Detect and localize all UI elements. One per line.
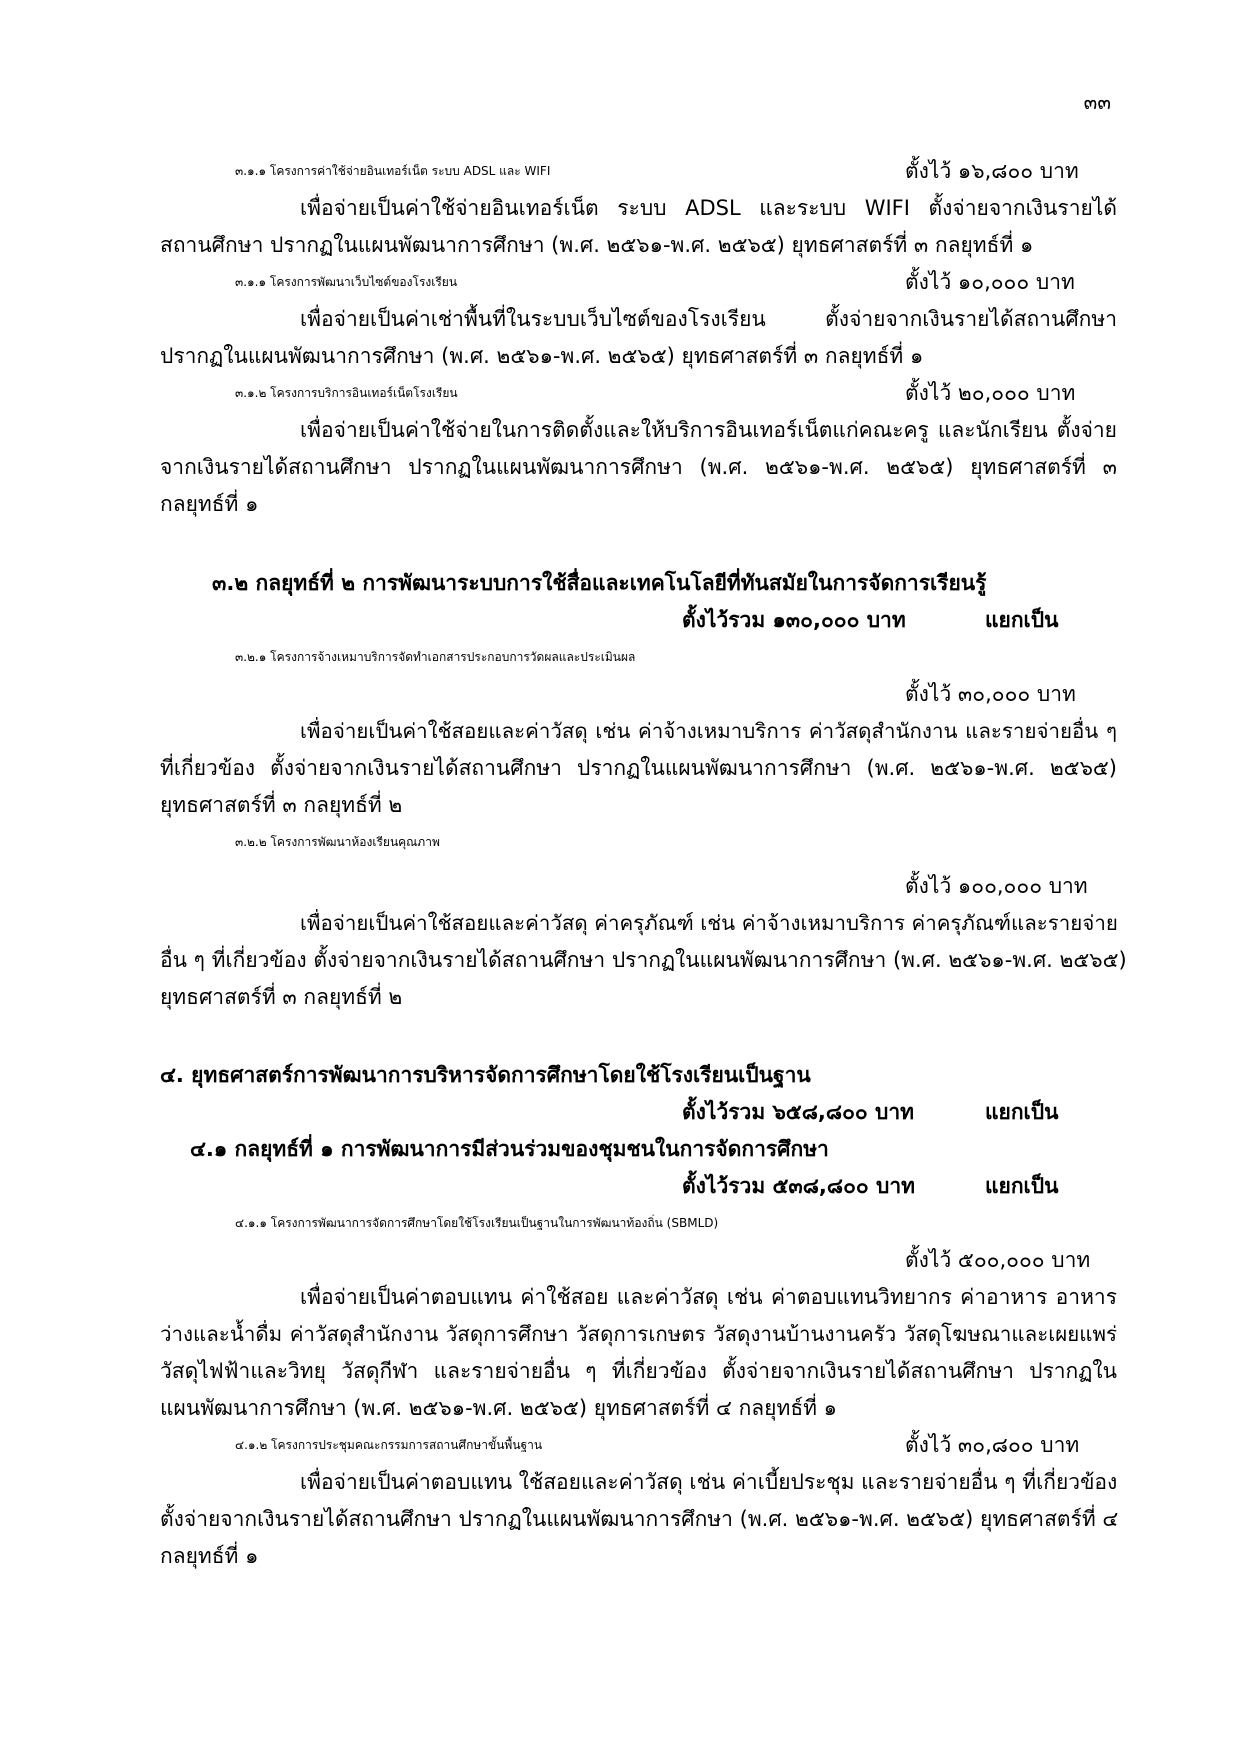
paragraph-line: อื่น ๆ ที่เกี่ยวข้อง ตั้งจ่ายจากเงินรายได้สถานศึกษา ปรากฏในแผนพัฒนาการศึกษา (พ.ศ. ๒๕๖๑-พ.ศ. ๒๕๖๕) [160, 948, 1127, 972]
section-heading: ๓.๒ กลยุทธ์ที่ ๒ การพัฒนาระบบการใช้สื่อและเทคโนโลยีที่ทันสมัยในการจัดการเรียนรู้ [212, 571, 987, 595]
section-split-label: แยกเป็น [985, 608, 1059, 632]
project-title: ๓.๒.๑ โครงการจ้างเหมาบริการจัดทำเอกสารประกอบการวัดผลและประเมินผล [235, 650, 636, 664]
paragraph-line: ปรากฏในแผนพัฒนาการศึกษา (พ.ศ. ๒๕๖๑-พ.ศ. ๒๕๖๕) ยุทธศาสตร์ที่ ๓ กลยุทธ์ที่ ๑ [160, 344, 924, 368]
paragraph-line: ที่เกี่ยวข้อง ตั้งจ่ายจากเงินรายได้สถานศึกษา ปรากฏในแผนพัฒนาการศึกษา (พ.ศ. ๒๕๖๑-พ.ศ. ๒๕๖๕) [160, 756, 1117, 780]
project-title: ๔.๑.๒ โครงการประชุมคณะกรรมการสถานศึกษาขั้นพื้นฐาน [235, 1438, 543, 1452]
project-title: ๓.๑.๒ โครงการบริการอินเทอร์เน็ตโรงเรียน [235, 386, 458, 400]
project-title: ๔.๑.๑ โครงการพัฒนาการจัดการศึกษาโดยใช้โรงเรียนเป็นฐานในการพัฒนาท้องถิ่น (SBMLD) [235, 1216, 719, 1230]
section-total: ตั้งไว้รวม ๖๕๘,๘๐๐ บาท [682, 1100, 914, 1124]
paragraph-line: สถานศึกษา ปรากฏในแผนพัฒนาการศึกษา (พ.ศ. ๒๕๖๑-พ.ศ. ๒๕๖๕) ยุทธศาสตร์ที่ ๓ กลยุทธ์ที่ ๑ [160, 233, 1034, 257]
paragraph-line: ตั้งจ่ายจากเงินรายได้สถานศึกษา ปรากฏในแผนพัฒนาการศึกษา (พ.ศ. ๒๕๖๑-พ.ศ. ๒๕๖๕) ยุทธศาสตร์ที่ ๔ [160, 1507, 1119, 1531]
project-amount: ตั้งไว้ ๑๐,๐๐๐ บาท [905, 270, 1075, 294]
page-number: ๓๓ [1083, 90, 1111, 114]
section-split-label: แยกเป็น [985, 1174, 1059, 1198]
section-total: ตั้งไว้รวม ๕๓๘,๘๐๐ บาท [682, 1174, 916, 1198]
paragraph-line: เพื่อจ่ายเป็นค่าใช้สอยและค่าวัสดุ ค่าครุภัณฑ์ เช่น ค่าจ้างเหมาบริการ ค่าครุภัณฑ์และรายจ่าย [300, 911, 1118, 935]
paragraph-line: กลยุทธ์ที่ ๑ [160, 492, 259, 516]
section-heading: ๔. ยุทธศาสตร์การพัฒนาการบริหารจัดการศึกษาโดยใช้โรงเรียนเป็นฐาน [160, 1063, 811, 1087]
paragraph-line: กลยุทธ์ที่ ๑ [160, 1544, 259, 1568]
paragraph-line: เพื่อจ่ายเป็นค่าใช้จ่ายอินเทอร์เน็ต ระบบ ADSL และระบบ WIFI ตั้งจ่ายจากเงินรายได้ [300, 196, 1117, 220]
paragraph-line: ยุทธศาสตร์ที่ ๓ กลยุทธ์ที่ ๒ [160, 793, 403, 817]
section-total: ตั้งไว้รวม ๑๓๐,๐๐๐ บาท [682, 608, 906, 632]
project-amount: ตั้งไว้ ๕๐๐,๐๐๐ บาท [905, 1248, 1091, 1272]
paragraph-line: แผนพัฒนาการศึกษา (พ.ศ. ๒๕๖๑-พ.ศ. ๒๕๖๕) ยุทธศาสตร์ที่ ๔ กลยุทธ์ที่ ๑ [160, 1396, 837, 1420]
paragraph-line: เพื่อจ่ายเป็นค่าตอบแทน ค่าใช้สอย และค่าวัสดุ เช่น ค่าตอบแทนวิทยากร ค่าอาหาร อาหาร [300, 1285, 1117, 1309]
paragraph-line: ยุทธศาสตร์ที่ ๓ กลยุทธ์ที่ ๒ [160, 985, 403, 1009]
subsection-heading: ๔.๑ กลยุทธ์ที่ ๑ การพัฒนาการมีส่วนร่วมของชุมชนในการจัดการศึกษา [190, 1137, 829, 1161]
paragraph-line: เพื่อจ่ายเป็นค่าใช้สอยและค่าวัสดุ เช่น ค่าจ้างเหมาบริการ ค่าวัสดุสำนักงาน และรายจ่ายอื่น ๆ [300, 719, 1117, 743]
project-amount: ตั้งไว้ ๑๐๐,๐๐๐ บาท [905, 874, 1088, 898]
paragraph-line: เพื่อจ่ายเป็นค่าเช่าพื้นที่ในระบบเว็บไซต์ของโรงเรียน ตั้งจ่ายจากเงินรายได้สถานศึกษา [300, 307, 1117, 331]
project-amount: ตั้งไว้ ๑๖,๘๐๐ บาท [905, 159, 1079, 183]
paragraph-line: วัสดุไฟฟ้าและวิทยุ วัสดุกีฬา และรายจ่ายอื่น ๆ ที่เกี่ยวข้อง ตั้งจ่ายจากเงินรายได้สถานศึกษา ปรากฏใน [160, 1359, 1117, 1383]
project-amount: ตั้งไว้ ๓๐,๘๐๐ บาท [905, 1433, 1080, 1457]
project-amount: ตั้งไว้ ๒๐,๐๐๐ บาท [905, 381, 1076, 405]
project-title: ๓.๒.๒ โครงการพัฒนาห้องเรียนคุณภาพ [235, 835, 440, 849]
section-split-label: แยกเป็น [985, 1100, 1059, 1124]
paragraph-line: จากเงินรายได้สถานศึกษา ปรากฏในแผนพัฒนาการศึกษา (พ.ศ. ๒๕๖๑-พ.ศ. ๒๕๖๕) ยุทธศาสตร์ที่ ๓ [160, 455, 1117, 479]
project-title: ๓.๑.๑ โครงการพัฒนาเว็บไซต์ของโรงเรียน [235, 275, 458, 289]
paragraph-line: เพื่อจ่ายเป็นค่าตอบแทน ใช้สอยและค่าวัสดุ เช่น ค่าเบี้ยประชุม และรายจ่ายอื่น ๆ ที่เกี่ยวข้อง [300, 1470, 1118, 1494]
paragraph-line: ว่างและน้ำดื่ม ค่าวัสดุสำนักงาน วัสดุการศึกษา วัสดุการเกษตร วัสดุงานบ้านงานครัว วัสดุโฆษณาและเผยแพร่ [160, 1322, 1117, 1346]
project-title: ๓.๑.๑ โครงการค่าใช้จ่ายอินเทอร์เน็ต ระบบ ADSL และ WIFI [235, 164, 551, 178]
paragraph-line: เพื่อจ่ายเป็นค่าใช้จ่ายในการติดตั้งและให้บริการอินเทอร์เน็ตแก่คณะครู และนักเรียน ตั้งจ่าย [300, 418, 1117, 442]
project-amount: ตั้งไว้ ๓๐,๐๐๐ บาท [905, 682, 1076, 706]
